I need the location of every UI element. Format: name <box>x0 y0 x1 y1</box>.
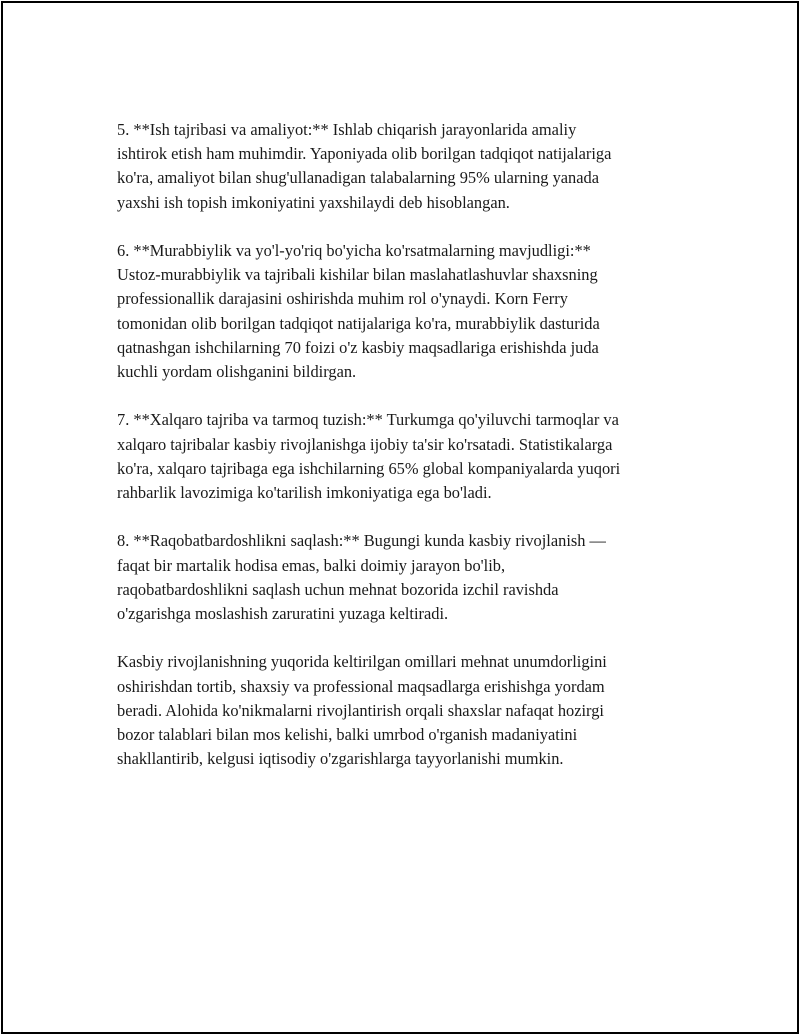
paragraph-conclusion: Kasbiy rivojlanishning yuqorida keltirilgan omillari mehnat unumdorligini oshirishdan tortib, shaxsiy va professional maqsadlarga erishishga yordam beradi. Alohida ko'nikmalarni rivojlantirish orqali shaxslar nafaqat hozirgi bozor talablari bilan mos kelishi, balki umrbod o'rganish madaniyatini shakllantirib, kelgusi iqtisodiy o'zgarishlarga tayyorlanishi mumkin. <box>117 652 607 769</box>
document-body <box>117 118 677 796</box>
paragraph-mentorship: 6. **Murabbiylik va yo'l-yo'riq bo'yicha ko'rsatmalarning mavjudligi:** Ustoz-murabbiylik va tajribali kishilar bilan maslahatlashuvlar shaxsning professionallik darajasini oshirishda muhim rol o'ynaydi. Korn Ferry tomonidan olib borilgan tadqiqot natijalariga ko'ra, murabbiylik dasturida qatnashgan ishchilarning 70 foizi o'z kasbiy maqsadlariga erishishda juda kuchli yordam olishganini bildirgan. <box>117 241 600 382</box>
paragraph-competitiveness: 8. **Raqobatbardoshlikni saqlash:** Bugungi kunda kasbiy rivojlanish — faqat bir martalik hodisa emas, balki doimiy jarayon bo'lib, raqobatbardoshlikni saqlash uchun mehnat bozorida izchil ravishda o'zgarishga moslashish zaruratini yuzaga keltiradi. <box>117 531 606 624</box>
paragraph-international-experience: 7. **Xalqaro tajriba va tarmoq tuzish:** Turkumga qo'yiluvchi tarmoqlar va xalqaro tajribalar kasbiy rivojlanishga ijobiy ta'sir ko'rsatadi. Statistikalarga ko'ra, xalqaro tajribaga ega ishchilarning 65% global kompaniyalarda yuqori rahbarlik lavozimiga ko'tarilish imkoniyatiga ega bo'ladi. <box>117 410 621 503</box>
paragraph-work-experience: 5. **Ish tajribasi va amaliyot:** Ishlab chiqarish jarayonlarida amaliy ishtirok etish ham muhimdir. Yaponiyada olib borilgan tadqiqot natijalariga ko'ra, amaliyot bilan shug'ullanadigan talabalarning 95% ularning yanada yaxshi ish topish imkoniyatini yaxshilaydi deb hisoblangan. <box>117 120 612 212</box>
